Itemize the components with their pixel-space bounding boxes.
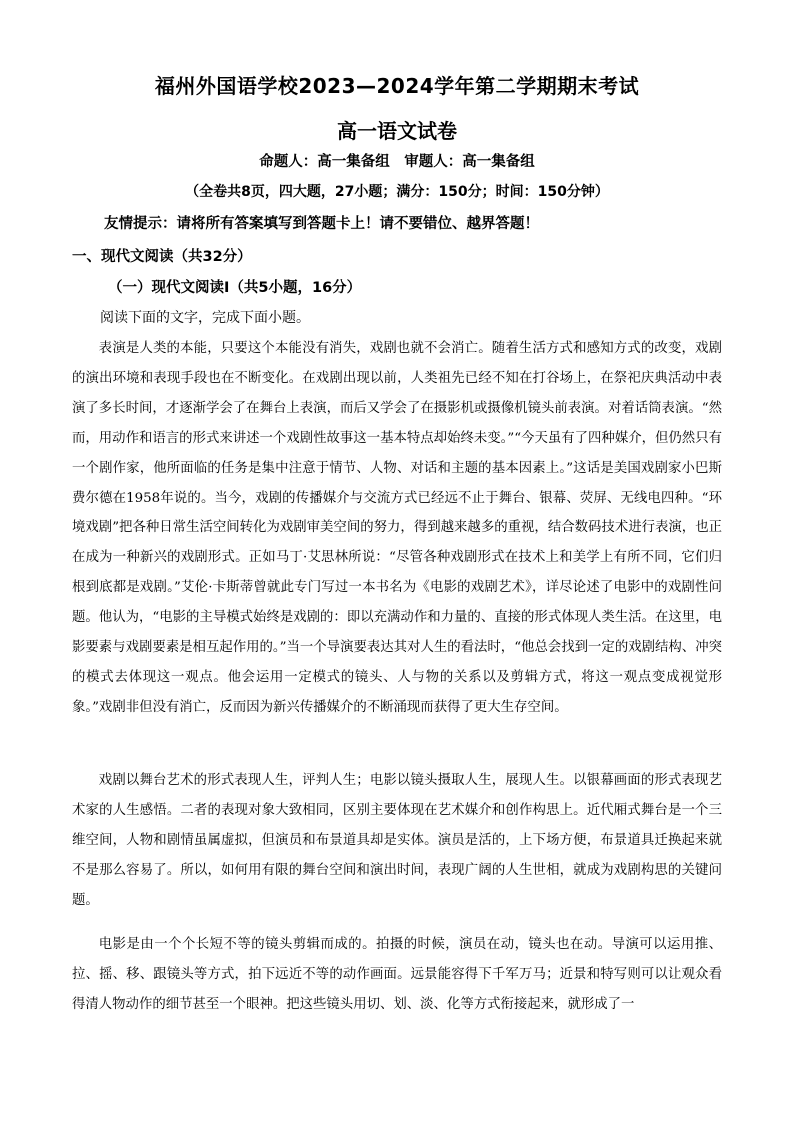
exam-title: 福州外国语学校2023—2024学年第二学期期末考试 xyxy=(154,74,640,98)
subsection-heading: （一）现代文阅读Ⅰ（共5小题，16分） xyxy=(108,280,362,296)
passage-paragraph-3 xyxy=(72,930,722,1020)
exam-info: （全卷共8页，四大题，27小题；满分：150分；时间：150分钟） xyxy=(185,184,609,200)
paragraph-text: 表演是人类的本能，只要这个本能没有消失，戏剧也就不会消亡。随着生活方式和感知方式的改变，戏剧的演出环境和表现手段也在不断变化。在戏剧出现以前，人类祖先已经不知在打谷场上，在祭祀庆典活动中表演了多长时间，才逐渐学会了在舞台上表演，而后又学会了在摄影机或摄像机镜头前表演。对着话筒表演。“然而，用动作和语言的形式来讲述一个戏剧性故事这一基本特点却始终未变。”“今天虽有了四种媒介，但仍然只有一个剧作家，他所面临的任务是集中注意于情节、人物、对话和主题的基本因素上。”这话是美国戏剧家小巴斯费尔德在1958年说的。当今，戏剧的传播媒介与交流方式已经远不止于舞台、银幕、荧屏、无线电四种。“环境戏剧”把各种日常生活空间转化为戏剧审美空间的努力，得到越来越多的重视，结合数码技术进行表演，也正在成为一种新兴的戏剧形式。正如马丁·艾思林所说：“尽管各种戏剧形式在技术上和美学上有所不同，它们归根到底都是戏剧。”艾伦·卡斯蒂曾就此专门写过一本书名为《电影的戏剧艺术》，详尽论述了电影中的戏剧性问题。他认为，“电影的主导模式始终是戏剧的：即以充满动作和力量的、直接的形式体现人类生活。在这里，电影要素与戏剧要素是相互起作用的。”当一个导演要表达其对人生的看法时，“他总会找到一定的戏剧结构、冲突的模式去体现这一观点。他会运用一定模式的镜头、人与物的关系以及剪辑方式，将这一观点变成视觉形象。”戏剧非但没有消亡，反而因为新兴传播媒介的不断涌现而获得了更大生存空间。 xyxy=(72,341,722,715)
passage-paragraph-2 xyxy=(72,766,722,916)
exam-authors: 命题人：高一集备组 审题人：高一集备组 xyxy=(259,154,535,170)
paragraph-text: 戏剧以舞台艺术的形式表现人生，评判人生；电影以镜头摄取人生，展现人生。以银幕画面的形式表现艺术家的人生感悟。二者的表现对象大致相同，区别主要体现在艺术媒介和创作构思上。近代厢式舞台是一个三维空间，人物和剧情虽属虚拟，但演员和布景道具却是实体。演员是活的，上下场方便，布景道具迁换起来就不是那么容易了。所以，如何用有限的舞台空间和演出时间，表现广阔的人生世相，就成为戏剧构思的关键问题。 xyxy=(72,773,722,908)
reading-instruction: 阅读下面的文字，完成下面小题。 xyxy=(100,310,310,326)
passage-paragraph-1 xyxy=(72,334,722,723)
paragraph-text: 电影是由一个个长短不等的镜头剪辑而成的。拍摄的时候，演员在动，镜头也在动。导演可以运用推、拉、摇、移、跟镜头等方式，拍下远近不等的动作画面。远景能容得下千军万马；近景和特写则可以让观众看得清人物动作的细节甚至一个眼神。把这些镜头用切、划、淡、化等方式衔接起来，就形成了一 xyxy=(72,937,722,1012)
section-heading: 一、现代文阅读（共32分） xyxy=(72,249,252,265)
friendly-tip: 友情提示：请将所有答案填写到答题卡上！请不要错位、越界答题！ xyxy=(104,216,539,232)
exam-subtitle: 高一语文试卷 xyxy=(337,119,457,143)
